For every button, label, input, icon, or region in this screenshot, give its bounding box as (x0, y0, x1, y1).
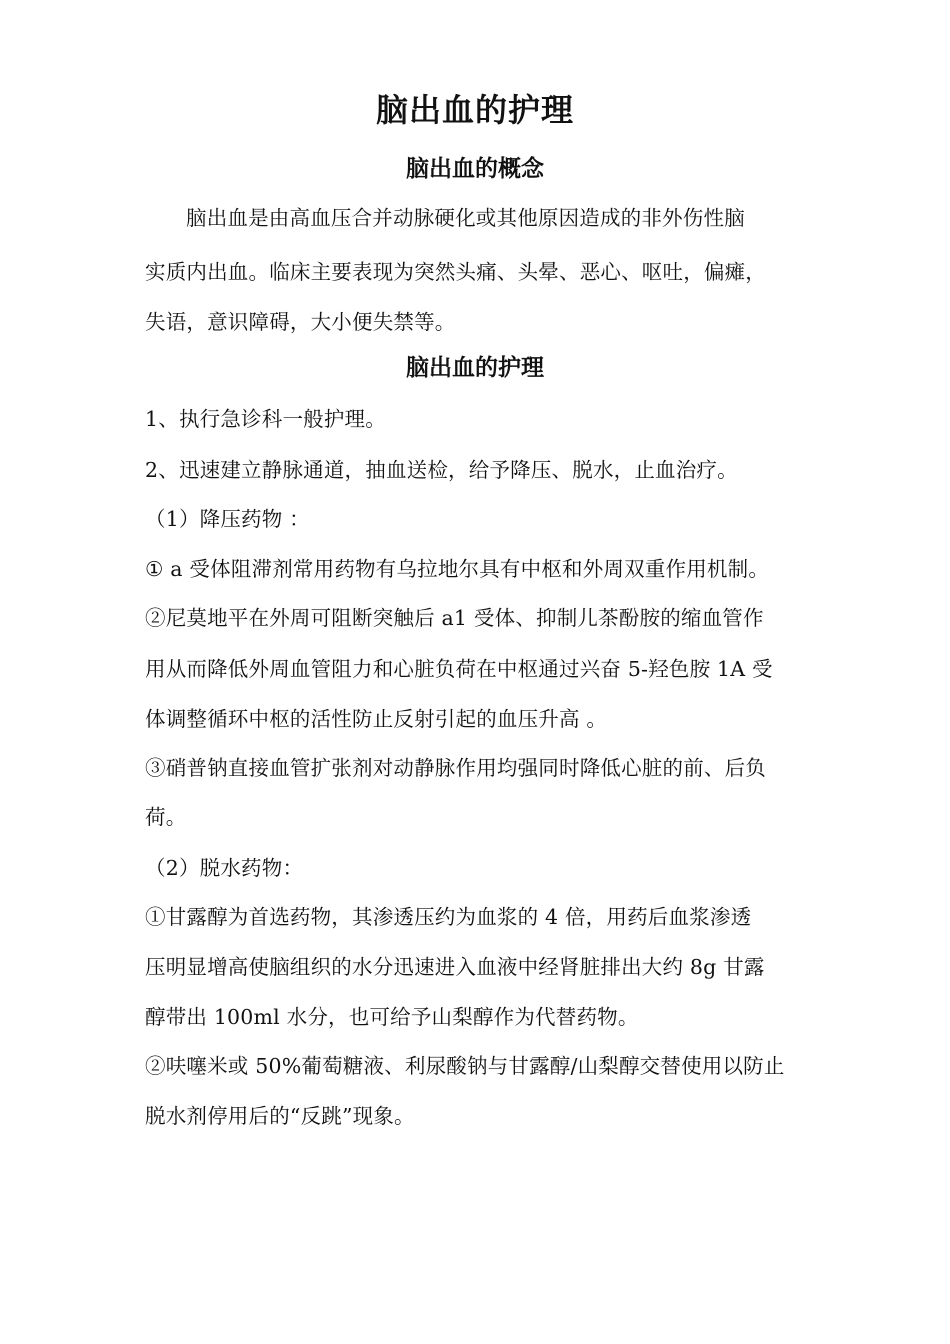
paragraph-line: 实质内出血。临床主要表现为突然头痛、头晕、恶心、呕吐，偏瘫， (145, 260, 766, 284)
list-item: ②呋噻米或 50%葡萄糖液、利尿酸钠与甘露醇/山梨醇交替使用以防止 (145, 1054, 785, 1078)
paragraph-line: 脱水剂停用后的“反跳”现象。 (145, 1104, 415, 1128)
section-heading-care: 脑出血的护理 (406, 355, 544, 381)
paragraph-line: 用从而降低外周血管阻力和心脏负荷在中枢通过兴奋 5-羟色胺 1A 受 (145, 657, 773, 681)
list-item: ① a 受体阻滞剂常用药物有乌拉地尔具有中枢和外周双重作用机制。 (145, 557, 770, 581)
list-item: ②尼莫地平在外周可阻断突触后 a1 受体、抑制儿茶酚胺的缩血管作 (145, 606, 764, 630)
list-item: 2、迅速建立静脉通道，抽血送检，给予降压、脱水，止血治疗。 (145, 458, 738, 482)
list-item: 1、执行急诊科一般护理。 (145, 407, 386, 431)
list-item: ①甘露醇为首选药物，其渗透压约为血浆的 4 倍，用药后血浆渗透 (145, 905, 752, 929)
paragraph-line: 压明显增高使脑组织的水分迅速进入血液中经肾脏排出大约 8g 甘露 (145, 955, 765, 979)
list-item: ③硝普钠直接血管扩张剂对动静脉作用均强同时降低心脏的前、后负 (145, 756, 766, 780)
section-heading-concept: 脑出血的概念 (406, 156, 544, 182)
paragraph-line: 失语，意识障碍，大小便失禁等。 (145, 310, 456, 334)
paragraph-line: 脑出血是由高血压合并动脉硬化或其他原因造成的非外伤性脑 (186, 206, 745, 230)
page-title: 脑出血的护理 (375, 91, 574, 129)
paragraph-line: 醇带出 100ml 水分，也可给予山梨醇作为代替药物。 (145, 1005, 639, 1029)
paragraph-line: 荷。 (145, 805, 187, 829)
paragraph-line: 体调整循环中枢的活性防止反射引起的血压升高 。 (145, 707, 608, 731)
subheading: （2）脱水药物： (145, 856, 304, 880)
subheading: （1）降压药物 ： (145, 507, 310, 531)
